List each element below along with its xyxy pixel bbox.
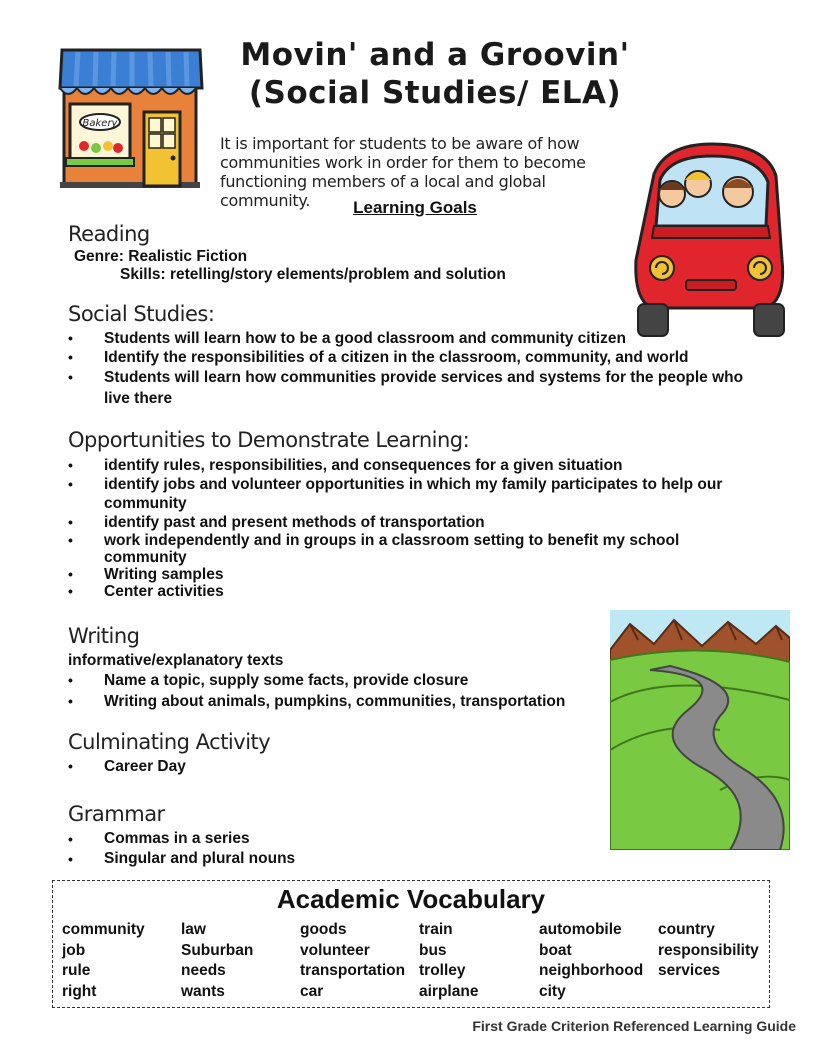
culminating-list: [68, 757, 768, 776]
writing-subheading: informative/explanatory texts: [68, 652, 284, 669]
vocabulary-word: responsibility: [658, 941, 759, 959]
intro-line: It is important for students to be aware of how: [220, 134, 580, 153]
road-landscape-illustration: [610, 610, 790, 850]
vocabulary-word: goods: [300, 921, 347, 938]
page-title-line1: Movin' and a Groovin': [240, 37, 630, 73]
reading-skills: Skills: retelling/story elements/problem and solution: [120, 266, 506, 283]
culminating-heading: Culminating Activity: [68, 730, 271, 754]
list-item: • Writing about animals, pumpkins, communities, transportation: [68, 691, 608, 712]
vocabulary-word: volunteer: [300, 941, 370, 959]
footer-text: First Grade Criterion Referenced Learning Guide: [472, 1018, 796, 1034]
vocabulary-word: right: [62, 982, 97, 1000]
vocabulary-word: job: [62, 941, 86, 959]
list-item: • identify jobs and volunteer opportunities in which my family participates to help our community: [68, 475, 754, 513]
list-item: • Singular and plural nouns: [68, 849, 768, 869]
vocabulary-column: [658, 920, 778, 982]
vocabulary-word: law: [181, 921, 206, 938]
bakery-sign-text: Bakery: [82, 118, 118, 129]
vocabulary-word: boat: [539, 941, 572, 959]
social-studies-heading: Social Studies:: [68, 302, 215, 326]
bakery-store-illustration: [56, 42, 206, 190]
vocabulary-word: rule: [62, 962, 91, 979]
vocabulary-word: country: [658, 921, 715, 938]
list-item: • identify rules, responsibilities, and consequences for a given situation: [68, 456, 768, 475]
list-item: • Identify the responsibilities of a citizen in the classroom, community, and world: [68, 348, 768, 367]
list-item: • Writing samples: [68, 566, 768, 583]
vocabulary-word: Suburban: [181, 941, 254, 959]
vocabulary-word: community: [62, 921, 145, 938]
vocabulary-word: train: [419, 921, 453, 938]
list-item: • Students will learn how communities provide services and systems for the people who live there: [68, 367, 744, 409]
list-item: • identify past and present methods of transportation: [68, 513, 768, 532]
list-item: • Career Day: [68, 757, 768, 776]
grammar-heading: Grammar: [68, 802, 165, 826]
list-item: • Name a topic, supply some facts, provide closure: [68, 670, 608, 691]
page-title-line2: (Social Studies/ ELA): [248, 75, 622, 111]
intro-line: functioning members of a local and global community.: [220, 172, 546, 210]
vocabulary-word: needs: [181, 962, 226, 979]
list-item: • work independently and in groups in a classroom setting to benefit my school community: [68, 532, 754, 566]
reading-heading: Reading: [68, 222, 150, 246]
grammar-list: [68, 829, 768, 869]
vocabulary-column: [181, 920, 301, 1002]
vocabulary-title: Academic Vocabulary: [276, 884, 546, 914]
vocabulary-word: city: [539, 982, 566, 1000]
social-studies-list: [68, 329, 768, 409]
intro-line: communities work in order for them to become: [220, 153, 586, 172]
writing-heading: Writing: [68, 624, 140, 648]
list-item: • Students will learn how to be a good classroom and community citizen: [68, 329, 768, 348]
vocabulary-word: services: [658, 962, 721, 979]
vocabulary-word: automobile: [539, 921, 622, 938]
list-item: • Commas in a series: [68, 829, 768, 849]
vocabulary-word: neighborhood: [539, 962, 644, 979]
vocabulary-word: car: [300, 982, 324, 1000]
car-with-kids-illustration: [626, 140, 796, 340]
vocabulary-column: [300, 920, 420, 1002]
vocabulary-word: trolley: [419, 962, 466, 979]
vocabulary-column: [419, 920, 539, 1002]
vocabulary-word: transportation: [300, 962, 406, 979]
reading-genre: Genre: Realistic Fiction: [74, 248, 248, 265]
writing-list: [68, 670, 608, 712]
vocabulary-column: [62, 920, 182, 1002]
opportunities-list: [68, 456, 768, 600]
vocabulary-column: [539, 920, 659, 1002]
vocabulary-word: wants: [181, 982, 225, 1000]
opportunities-heading: Opportunities to Demonstrate Learning:: [68, 428, 470, 452]
vocabulary-word: bus: [419, 941, 447, 959]
vocabulary-word: airplane: [419, 982, 479, 1000]
list-item: • Center activities: [68, 583, 768, 600]
learning-goals-heading: Learning Goals: [353, 198, 477, 217]
